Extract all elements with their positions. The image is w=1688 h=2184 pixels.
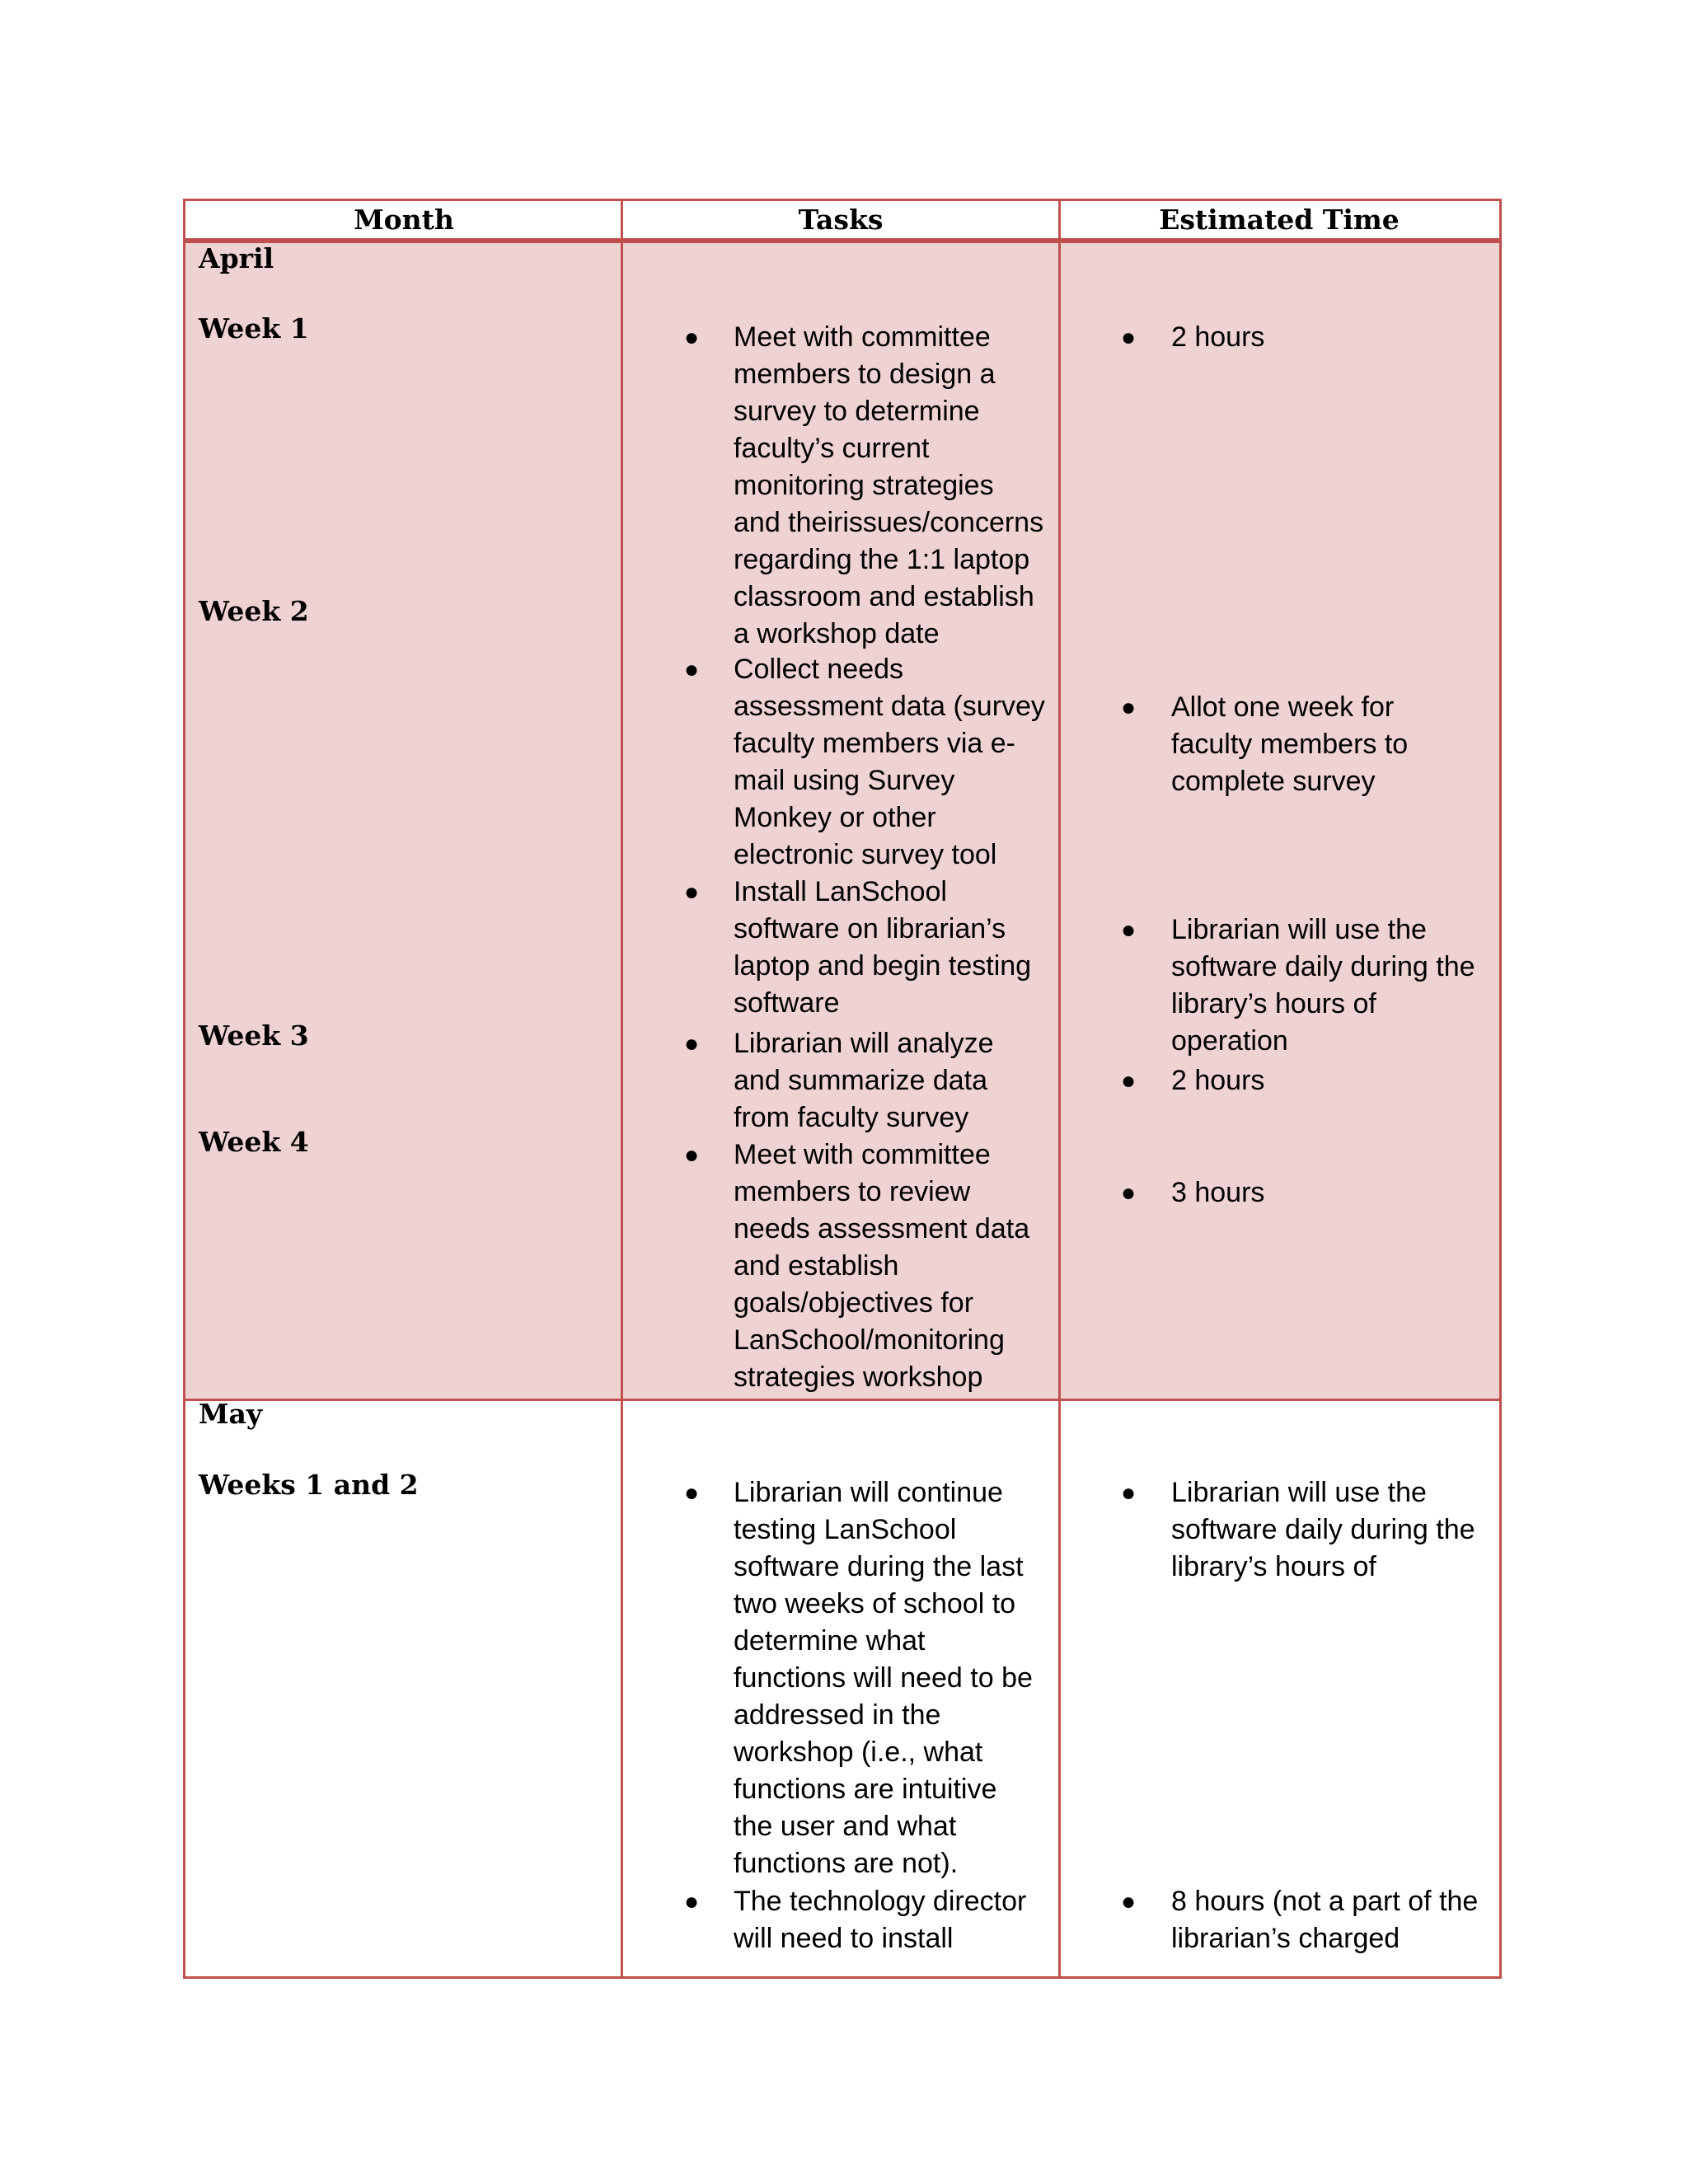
may-time-2: 8 hours (not a part of the librarian’s charged [1171, 1886, 1479, 1954]
may-weeks-1-2-label: Weeks 1 and 2 [199, 1469, 419, 1501]
bullet-icon: ● [684, 1141, 700, 1169]
timeline-table [183, 199, 1502, 1979]
header-divider [185, 238, 1499, 243]
bullet-icon: ● [1121, 916, 1137, 944]
column-divider-2 [1058, 201, 1061, 1976]
may-task-1: Librarian will continue testing LanSchool software during the last two weeks of school to determine what functions will need to be addressed in the workshop (i.e., what functions are intuitive the user and what functions are not). [734, 1477, 1033, 1879]
bullet-icon: ● [684, 879, 700, 906]
april-time-1: 2 hours [1171, 321, 1265, 353]
bullet-icon: ● [684, 656, 700, 683]
bullet-icon: ● [684, 1479, 700, 1507]
bullet-icon: ● [1121, 1479, 1137, 1507]
row-divider [185, 1399, 1499, 1401]
april-week-1-label: Week 1 [199, 312, 309, 344]
april-task-4: Librarian will analyze and summarize data from faculty survey [734, 1028, 994, 1133]
may-time-1: Librarian will use the software daily during the library’s hours of [1171, 1477, 1475, 1582]
bullet-icon: ● [1121, 1888, 1137, 1915]
april-week-4-label: Week 4 [199, 1126, 309, 1158]
header-tasks: Tasks [798, 204, 884, 236]
bullet-icon: ● [1121, 694, 1137, 721]
april-time-3: Librarian will use the software daily during the library’s hours of operation [1171, 914, 1475, 1057]
may-month-label: May [199, 1398, 263, 1430]
april-task-2: Collect needs assessment data (survey faculty members via e- mail using Survey Monkey or other electronic survey tool [734, 654, 1045, 870]
may-task-2: The technology director will need to install [734, 1886, 1027, 1954]
april-month-label: April [199, 242, 274, 274]
april-week-2-label: Week 2 [199, 595, 309, 627]
april-time-2: Allot one week for faculty members to complete survey [1171, 691, 1409, 797]
bullet-icon: ● [684, 1030, 700, 1057]
april-time-5: 3 hours [1171, 1177, 1265, 1208]
bullet-icon: ● [684, 324, 700, 351]
column-divider-1 [621, 201, 623, 1976]
bullet-icon: ● [1121, 1179, 1137, 1207]
april-task-1: Meet with committee members to design a survey to determine faculty’s current monitoring strategies and theirissues/concerns regarding the 1:1 laptop classroom and establish a workshop date [734, 321, 1044, 649]
bullet-icon: ● [1121, 1067, 1137, 1094]
april-week-3-label: Week 3 [199, 1019, 309, 1052]
bullet-icon: ● [1121, 324, 1137, 351]
april-task-3: Install LanSchool software on librarian’s laptop and begin testing software [734, 876, 1032, 1019]
april-time-4: 2 hours [1171, 1065, 1265, 1096]
bullet-icon: ● [684, 1888, 700, 1915]
header-estimated-time: Estimated Time [1159, 204, 1400, 236]
april-task-5: Meet with committee members to review needs assessment data and establish goals/objectives for LanSchool/monitoring strategies workshop [734, 1139, 1030, 1393]
header-month: Month [354, 204, 454, 236]
